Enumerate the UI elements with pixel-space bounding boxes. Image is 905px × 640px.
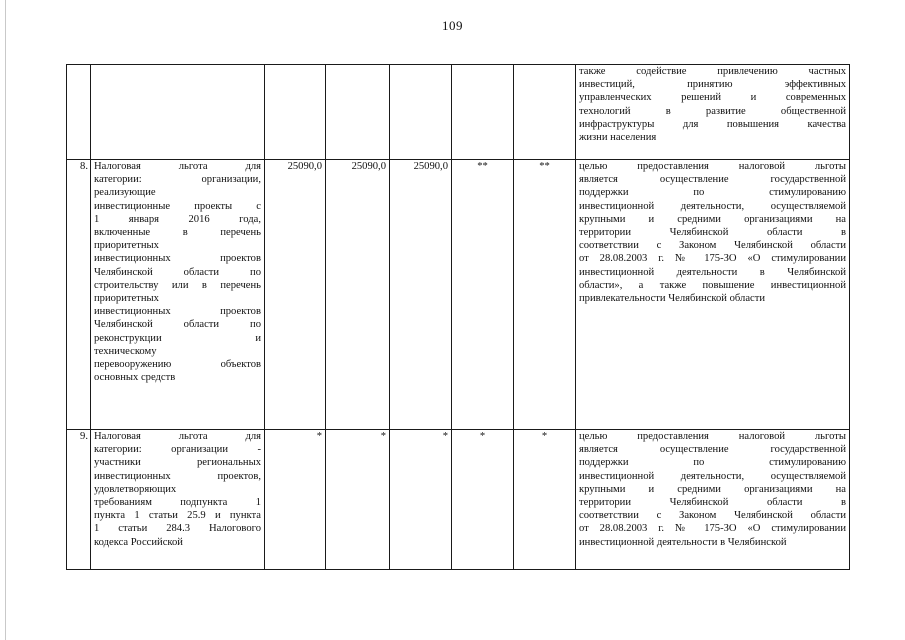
value-cell-4 <box>452 65 514 160</box>
goal-line: крупными и средними организациями на <box>579 213 846 225</box>
category-line: приоритетных <box>94 240 159 252</box>
category-line: 1 января 2016 года, <box>94 213 261 225</box>
category-line: категории: организации, <box>94 174 261 186</box>
goal-line: привлекательности Челябинской области <box>579 293 766 305</box>
category-line: 1 статьи 284.3 Налогового <box>94 523 261 535</box>
category-line: участники региональных <box>94 457 261 469</box>
value-cell-2: * <box>326 430 390 570</box>
table-row <box>67 430 850 570</box>
goal-cell <box>576 160 850 430</box>
goal-line: инвестиционной деятельности в Челябинской <box>579 536 787 548</box>
goal-line: соответствии с Законом Челябинской области <box>579 510 846 522</box>
category-line: строительству или в перечень <box>94 279 261 291</box>
category-cell <box>91 160 265 430</box>
category-cell <box>91 65 265 160</box>
table-row <box>67 65 850 160</box>
goal-line: является осуществление государственной <box>579 444 846 456</box>
goal-line: управленческих решений и современных <box>579 92 846 104</box>
category-cell <box>91 430 265 570</box>
value-cell-1: * <box>265 430 326 570</box>
goal-line: поддержки по стимулированию <box>579 457 846 469</box>
value-cell-2: 25090,0 <box>326 160 390 430</box>
row-number-cell: 8. <box>67 160 91 430</box>
category-line: приоритетных <box>94 293 159 305</box>
category-line: инвестиционных проектов <box>94 253 261 265</box>
goal-line: также содействие привлечению частных <box>579 66 846 77</box>
value-cell-3: 25090,0 <box>390 160 452 430</box>
row-number-cell <box>67 65 91 160</box>
row-number-cell: 9. <box>67 430 91 570</box>
table-row <box>67 160 850 430</box>
table-body <box>67 65 850 570</box>
value-cell-4: * <box>452 430 514 570</box>
category-line: включенные в перечень <box>94 227 261 239</box>
goal-line: области», а также повышение инвестиционной <box>579 279 846 291</box>
goal-line: поддержки по стимулированию <box>579 187 846 199</box>
goal-line: жизни населения <box>579 132 657 144</box>
value-cell-3 <box>390 65 452 160</box>
category-line: удовлетворяющих <box>94 483 177 495</box>
scan-edge-line <box>5 0 6 640</box>
value-cell-2 <box>326 65 390 160</box>
value-cell-5: * <box>514 430 576 570</box>
page-number: 109 <box>442 18 463 33</box>
goal-cell <box>576 430 850 570</box>
category-line: Налоговая льгота для <box>94 431 261 442</box>
value-cell-4: ** <box>452 160 514 430</box>
category-line: требованиям подпункта 1 <box>94 497 261 509</box>
goal-line: территории Челябинской области в <box>579 227 846 239</box>
goal-line: является осуществление государственной <box>579 174 846 186</box>
category-line: реконструкции и <box>94 332 261 344</box>
value-cell-5 <box>514 65 576 160</box>
value-cell-1: 25090,0 <box>265 160 326 430</box>
goal-line: инвестиций, принятию эффективных <box>579 79 846 91</box>
value-cell-3: * <box>390 430 452 570</box>
goal-line: инвестиционной деятельности в Челябинской <box>579 266 846 278</box>
category-line: инвестиционных проектов <box>94 306 261 318</box>
category-line: Челябинской области по <box>94 266 261 278</box>
category-line: инвестиционных проектов, <box>94 470 261 482</box>
goal-cell <box>576 65 850 160</box>
goal-line: крупными и средними организациями на <box>579 483 846 495</box>
tax-benefits-table <box>66 64 850 570</box>
goal-line: от 28.08.2003 г. № 175-ЗО «О стимулировании <box>579 523 846 535</box>
goal-line: от 28.08.2003 г. № 175-ЗО «О стимулировании <box>579 253 846 265</box>
category-line: техническому <box>94 345 157 357</box>
value-cell-1 <box>265 65 326 160</box>
goal-line: целью предоставления налоговой льготы <box>579 161 846 172</box>
category-line: Челябинской области по <box>94 319 261 331</box>
goal-line: соответствии с Законом Челябинской области <box>579 240 846 252</box>
category-line: кодекса Российской <box>94 536 183 548</box>
category-line: инвестиционные проекты с <box>94 200 261 212</box>
goal-line: территории Челябинской области в <box>579 497 846 509</box>
category-line: перевооружению объектов <box>94 359 261 371</box>
value-cell-5: ** <box>514 160 576 430</box>
goal-line: инфраструктуры для повышения качества <box>579 118 846 130</box>
category-line: основных средств <box>94 372 176 384</box>
goal-line: целью предоставления налоговой льготы <box>579 431 846 442</box>
category-line: категории: организации - <box>94 444 261 456</box>
category-line: Налоговая льгота для <box>94 161 261 172</box>
goal-line: инвестиционной деятельности, осуществляемой <box>579 470 846 482</box>
category-line: реализующие <box>94 187 156 199</box>
goal-line: технологий в развитие общественной <box>579 105 846 117</box>
category-line: пункта 1 статьи 25.9 и пункта <box>94 510 261 522</box>
goal-line: инвестиционной деятельности, осуществляемой <box>579 200 846 212</box>
